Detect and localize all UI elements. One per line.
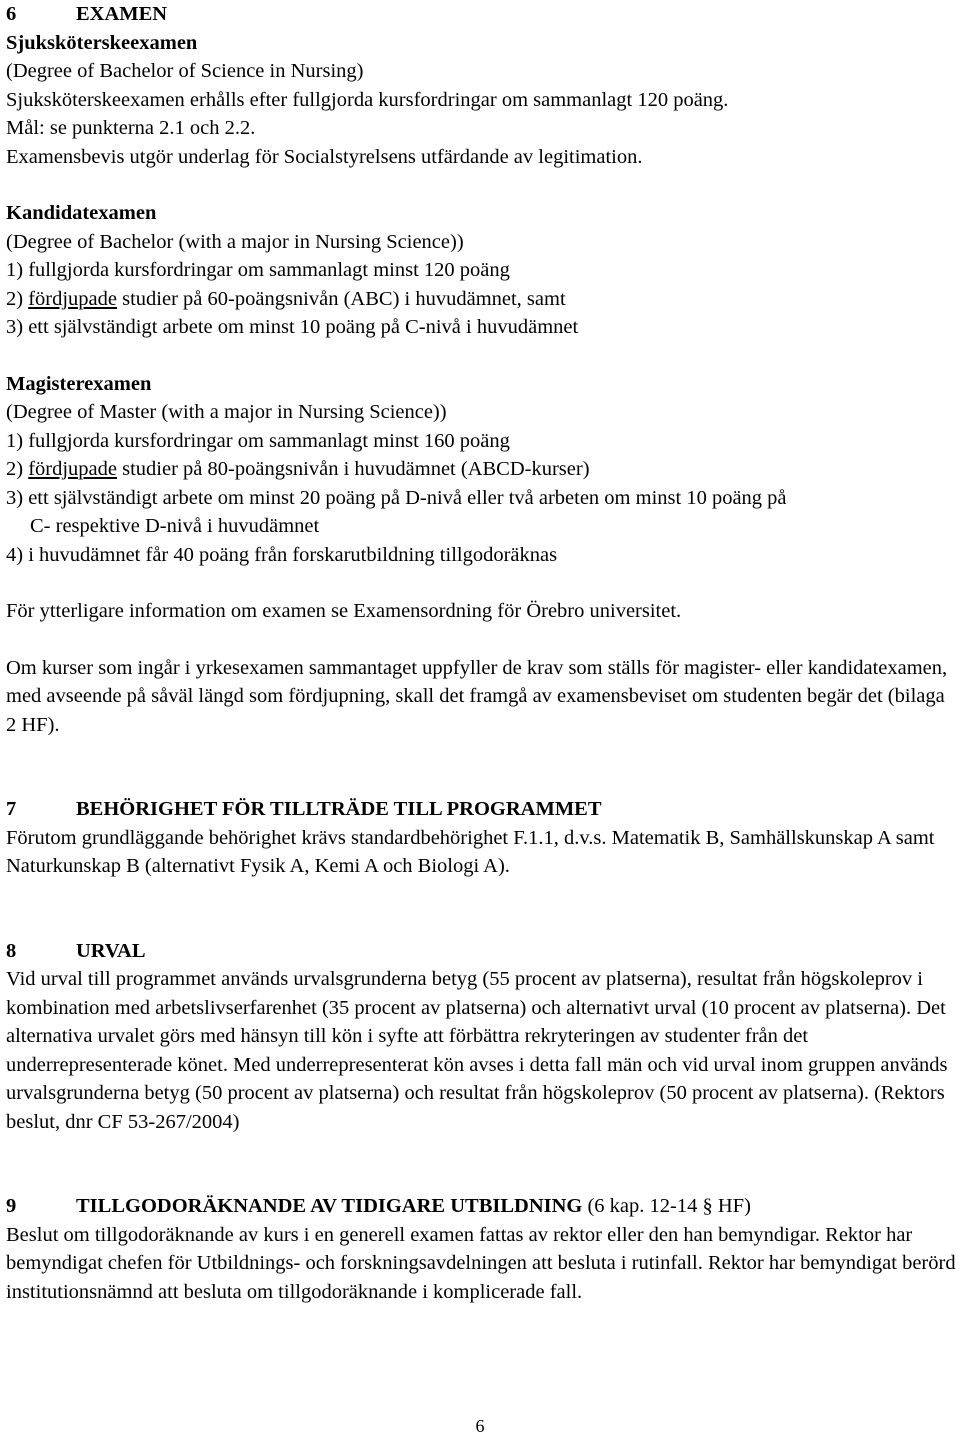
sjukskoterske-title: Sjuksköterskeexamen	[6, 31, 198, 54]
sjukskoterske-line-1: Sjuksköterskeexamen erhålls efter fullgjorda kursfordringar om sammanlagt 120 poäng.	[6, 88, 729, 111]
section-6-title: EXAMEN	[76, 3, 168, 25]
magister-title: Magisterexamen	[6, 372, 152, 395]
section-9-title: TILLGODORÄKNANDE AV TIDIGARE UTBILDNING	[76, 1195, 583, 1217]
kandidat-item-2-underlined: fördjupade	[28, 287, 117, 310]
section-8-text: Vid urval till programmet används urvalsgrunderna betyg (55 procent av platserna), resultat från högskoleprov i kombination med arbetslivserfarenhet (35 procent av platserna) och alternativt urval (10 procent av platserna). Det alternativa urvalet görs med hänsyn till kön i syfte att förbättra rekryteringen av studenter från det underrepresenterade könet. Med underrepresenterat kön avses i detta fall män och vid urval inom gruppen används urvalsgrunderna betyg (50 procent av platserna) och resultat från högskoleprov (50 procent av platserna). (Rektors beslut, dnr CF 53-267/2004)	[6, 968, 948, 1133]
section-9-number: 9	[6, 1195, 17, 1217]
magister-item-1: 1) fullgjorda kursfordringar om sammanlagt minst 160 poäng	[6, 429, 510, 452]
kandidat-item-2-rest: studier på 60-poängsnivån (ABC) i huvudämnet, samt	[117, 287, 566, 310]
section-9-text: Beslut om tillgodoräknande av kurs i en generell examen fattas av rektor eller den han bemyndigar. Rektor har bemyndigat chefen för Utbildnings- och forskningsavdelningen att besluta i rutinfall. Rektor har bemyndigat berörd institutionsnämnd att besluta om tillgodoräknande i komplicerade fall.	[6, 1223, 956, 1303]
section-8-number: 8	[6, 939, 17, 962]
magister-item-4: 4) i huvudämnet får 40 poäng från forskarutbildning tillgodoräknas	[6, 543, 558, 566]
kandidat-item-2-prefix: 2)	[6, 287, 29, 310]
more-info: För ytterligare information om examen se Examensordning för Örebro universitet.	[6, 600, 682, 622]
section-7-heading	[6, 795, 956, 824]
section-7-number: 7	[6, 798, 17, 820]
magister-item-3b: C- respektive D-nivå i huvudämnet	[30, 515, 320, 537]
magister-item-3a: 3) ett självständigt arbete om minst 20 poäng på D-nivå eller två arbeten om minst 10 poäng på	[6, 486, 787, 509]
section-9-heading	[6, 1192, 956, 1221]
section-7-text: Förutom grundläggande behörighet krävs standardbehörighet F.1.1, d.v.s. Matematik B, Samhällskunskap A samt Naturkunskap B (alternativt Fysik A, Kemi A och Biologi A).	[6, 826, 935, 877]
section-8-heading	[6, 937, 956, 966]
section-8-title: URVAL	[76, 939, 146, 962]
document-page	[6, 0, 956, 1306]
page-number: 6	[475, 1416, 485, 1436]
magister-item-2-underlined: fördjupade	[28, 458, 117, 480]
magister-item-2-rest: studier på 80-poängsnivån i huvudämnet (ABCD-kurser)	[117, 458, 590, 480]
kandidat-item-1: 1) fullgjorda kursfordringar om sammanlagt minst 120 poäng	[6, 259, 510, 281]
section-7-title: BEHÖRIGHET FÖR TILLTRÄDE TILL PROGRAMMET	[76, 798, 602, 820]
kandidat-item-3: 3) ett självständigt arbete om minst 10 poäng på C-nivå i huvudämnet	[6, 316, 579, 338]
section-6-heading	[6, 0, 956, 29]
kandidat-item-2	[6, 285, 956, 314]
magister-english: (Degree of Master (with a major in Nursing Science))	[6, 401, 447, 423]
sjukskoterske-line-3: Examensbevis utgör underlag för Socialstyrelsens utfärdande av legitimation.	[6, 145, 643, 168]
sjukskoterske-english: (Degree of Bachelor of Science in Nursing)	[6, 60, 364, 82]
magister-item-2	[6, 455, 956, 484]
magister-item-2-prefix: 2)	[6, 458, 29, 480]
kandidat-english: (Degree of Bachelor (with a major in Nursing Science))	[6, 230, 464, 253]
yrkesexamen-paragraph: Om kurser som ingår i yrkesexamen sammantaget uppfyller de krav som ställs för magister- eller kandidatexamen, med avseende på såväl längd som fördjupning, skall det framgå av examensbeviset om studenten begär det (bilaga 2 HF).	[6, 656, 948, 736]
section-6-number: 6	[6, 3, 17, 25]
sjukskoterske-line-2: Mål: se punkterna 2.1 och 2.2.	[6, 117, 256, 139]
kandidat-title: Kandidatexamen	[6, 202, 157, 224]
section-9-title-suffix: (6 kap. 12-14 § HF)	[582, 1195, 751, 1217]
